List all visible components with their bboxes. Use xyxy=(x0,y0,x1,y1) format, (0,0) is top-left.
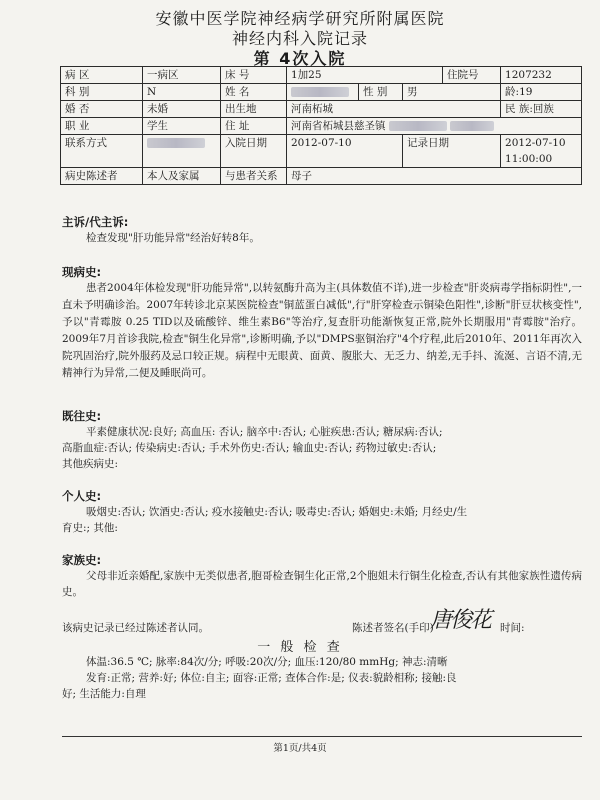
past-history-line2: 高脂血症:否认; 传染病史:否认; 手术外伤史:否认; 输血史:否认; 药物过敏史:否认; xyxy=(62,442,437,454)
ward-value: 一病区 xyxy=(143,67,221,84)
relation-label: 与患者关系 xyxy=(221,168,287,185)
patient-info-table xyxy=(60,66,582,185)
address-text: 河南省柘城县慈圣镇 xyxy=(291,120,386,132)
narrator-signature-label: 陈述者签名(手印) xyxy=(352,622,434,634)
dept-label: 科 别 xyxy=(61,84,143,101)
present-illness-title: 现病史: xyxy=(62,265,102,279)
past-history-title: 既往史: xyxy=(62,409,102,423)
info-row-narrator xyxy=(61,168,582,185)
exam-line2: 发育:正常; 营养:好; 体位:自主; 面容:正常; 查体合作:是; 仪表:貌龄相称; 接触:良 xyxy=(86,672,457,684)
occupation-value: 学生 xyxy=(143,118,221,135)
general-exam-title: 一 般 检 查 xyxy=(257,640,343,655)
redacted-name xyxy=(291,87,349,97)
info-row-occupation xyxy=(61,118,582,135)
family-history-text: 父母非近亲婚配,家族中无类似患者,胞哥检查铜生化正常,2个胞姐未行铜生化检查,否认有其他家族性遗传病史。 xyxy=(62,570,582,598)
info-row-contact xyxy=(61,135,582,168)
record-datetime xyxy=(501,135,582,168)
admission-number: 第 4次入院 xyxy=(253,49,347,68)
record-date-value: 2012-07-10 xyxy=(505,137,566,149)
narrator-value: 本人及家属 xyxy=(143,168,221,185)
info-row-ward xyxy=(61,67,582,84)
info-row-marital xyxy=(61,101,582,118)
admit-date-value: 2012-07-10 xyxy=(287,135,403,168)
past-history-line1: 平素健康状况:良好; 高血压: 否认; 脑卒中:否认; 心脏疾患:否认; 糖尿病:否认; xyxy=(86,426,443,438)
signature-time-label: 时间: xyxy=(500,622,525,634)
chief-complaint-text: 检查发现"肝功能异常"经治好转8年。 xyxy=(86,232,260,244)
page-number: 第1页/共4页 xyxy=(273,743,327,754)
birthplace-label: 出生地 xyxy=(221,101,287,118)
confirmation-note: 该病史记录已经过陈述者认同。 xyxy=(62,622,209,634)
bed-value: 1加25 xyxy=(287,67,443,84)
record-date-label: 记录日期 xyxy=(403,135,501,168)
exam-line3: 好; 生活能力:自理 xyxy=(62,688,146,700)
personal-history-line2: 育史:; 其他: xyxy=(62,522,118,534)
family-history-title: 家族史: xyxy=(62,553,102,567)
hospital-name: 安徽中医学院神经病学研究所附属医院 xyxy=(155,9,445,28)
present-illness-text: 患者2004年体检发现"肝功能异常",以转氨酶升高为主(具体数值不详),进一步检查"肝炎病毒学指标阴性",一直未予明确诊治。2007年转诊北京某医院检查"铜蓝蛋白减低",行"肝穿检查示铜染色阳性",诊断"肝豆状核变性",予以"青霉胺 0.25 TID以及硫酸锌、维生素B6"等治疗,复查肝功能渐恢复正常,院外长期服用"青霉胺"治疗。2009年7月首诊我院,检查"铜生化异常",诊断明确,予以"DMPS驱铜治疗"4个疗程,此后2010年、2011年再次入院巩固治疗,院外服药及忌口较正规。病程中无眼黄、面黄、腹胀大、无乏力、纳差,无手抖、流涎、言语不清,无精神行为异常,二便及睡眠尚可。 xyxy=(62,282,582,379)
personal-history-section xyxy=(62,488,582,536)
address-value xyxy=(287,118,582,135)
record-title: 神经内科入院记录 xyxy=(231,29,368,48)
chief-complaint-title: 主诉/代主诉: xyxy=(62,215,129,229)
general-exam-section xyxy=(62,654,582,702)
marital-label: 婚 否 xyxy=(61,101,143,118)
dept-value: N xyxy=(143,84,221,101)
record-time-value: 11:00:00 xyxy=(505,153,553,165)
name-value xyxy=(287,84,359,101)
past-history-section xyxy=(62,408,582,472)
sex-value: 男 xyxy=(403,84,501,101)
age-value: 龄:19 xyxy=(501,84,582,101)
footer-divider xyxy=(62,736,582,737)
contact-value xyxy=(143,135,221,168)
info-row-dept xyxy=(61,84,582,101)
narrator-label: 病史陈述者 xyxy=(61,168,143,185)
present-illness-section xyxy=(62,264,582,382)
name-label: 姓 名 xyxy=(221,84,287,101)
admit-date-label: 入院日期 xyxy=(221,135,287,168)
redacted-contact xyxy=(147,138,205,148)
personal-history-line1: 吸烟史:否认; 饮酒史:否认; 疫水接触史:否认; 吸毒史:否认; 婚姻史:未婚; 月经史/生 xyxy=(86,506,468,518)
redacted-address xyxy=(389,121,447,131)
marital-value: 未婚 xyxy=(143,101,221,118)
exam-line1: 体温:36.5 ℃; 脉率:84次/分; 呼吸:20次/分; 血压:120/80 mmHg; 神志:清晰 xyxy=(86,656,448,668)
ward-label: 病 区 xyxy=(61,67,143,84)
chief-complaint-section xyxy=(62,214,582,246)
ethnicity-value: 民 族:回族 xyxy=(501,101,582,118)
sex-label: 性 别 xyxy=(359,84,403,101)
inpatient-no-label: 住院号 xyxy=(443,67,501,84)
contact-label: 联系方式 xyxy=(61,135,143,168)
bed-label: 床 号 xyxy=(221,67,287,84)
birthplace-value: 河南柘城 xyxy=(287,101,501,118)
family-history-section xyxy=(62,552,582,600)
occupation-label: 职 业 xyxy=(61,118,143,135)
personal-history-title: 个人史: xyxy=(62,489,102,503)
address-label: 住 址 xyxy=(221,118,287,135)
inpatient-no-value: 1207232 xyxy=(501,67,582,84)
narrator-signature: 唐俊花 xyxy=(430,608,491,633)
past-history-line3: 其他疾病史: xyxy=(62,458,119,470)
redacted-address-2 xyxy=(450,121,494,131)
relation-value: 母子 xyxy=(287,168,582,185)
